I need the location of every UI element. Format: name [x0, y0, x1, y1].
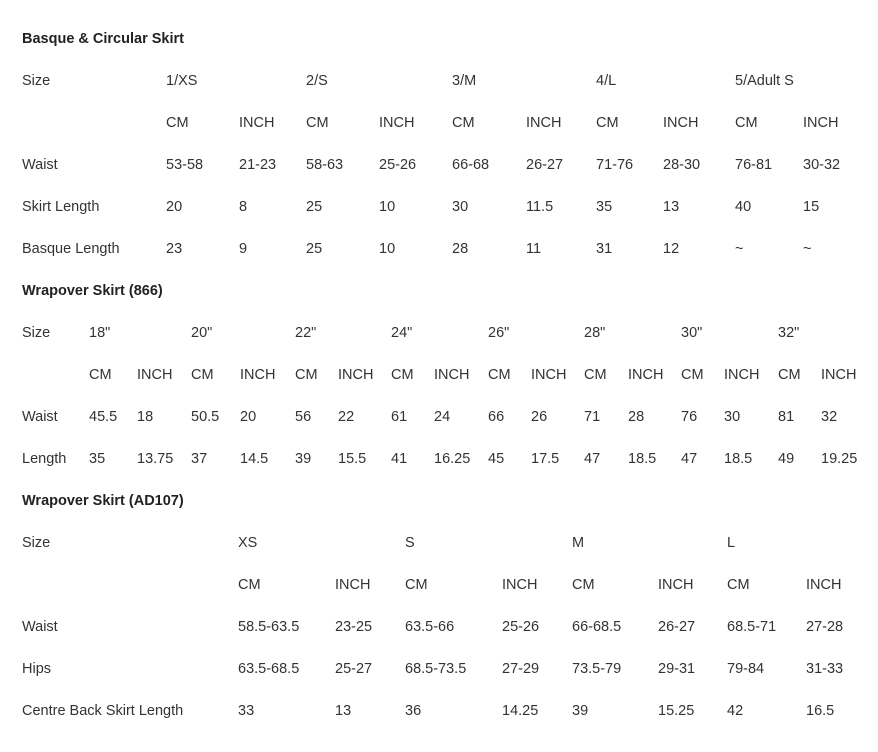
section1-cell: 11: [526, 241, 542, 257]
section1-cell: 26-27: [526, 157, 564, 173]
section2-cell: 49: [778, 451, 795, 467]
section1-unit-header: INCH: [379, 115, 415, 131]
section1-unit-header: INCH: [803, 115, 839, 131]
section3-cell: 25-26: [502, 619, 540, 635]
section3-cell: 79-84: [727, 661, 765, 677]
section2-cell: 17.5: [531, 451, 560, 467]
section3-cell: 13: [335, 703, 352, 719]
section2-cell: 18: [137, 409, 154, 425]
section2-cell: 81: [778, 409, 795, 425]
section1-cell: 35: [596, 199, 613, 215]
section2-cell: 24: [434, 409, 451, 425]
section3-row-label: Hips: [22, 661, 52, 677]
section3-cell: 26-27: [658, 619, 696, 635]
section1-cell: 10: [379, 199, 396, 215]
section1-cell: 40: [735, 199, 752, 215]
section2-cell: 22: [338, 409, 355, 425]
section2-size-header: 30": [681, 325, 703, 341]
section1-cell: 25: [306, 241, 323, 257]
section1-unit-header: CM: [166, 115, 189, 131]
section1-size-header: 1/XS: [166, 73, 198, 89]
section1-unit-header: CM: [452, 115, 475, 131]
section2-cell: 47: [584, 451, 601, 467]
section2-size-header: 28": [584, 325, 606, 341]
section1-cell: 12: [663, 241, 680, 257]
section2-unit-header: INCH: [821, 367, 857, 383]
section3-cell: 14.25: [502, 703, 539, 719]
section3-title: Wrapover Skirt (AD107): [22, 493, 184, 509]
section1-cell: 23: [166, 241, 183, 257]
section2-cell: 41: [391, 451, 408, 467]
section1-unit-header: CM: [306, 115, 329, 131]
section1-cell: 9: [239, 241, 248, 257]
section1-cell: ~: [735, 241, 744, 257]
section2-cell: 66: [488, 409, 505, 425]
section1-cell: 30-32: [803, 157, 841, 173]
section3-unit-header: CM: [727, 577, 750, 593]
section3-cell: 23-25: [335, 619, 373, 635]
section3-size-header: L: [727, 535, 736, 551]
section2-cell: 56: [295, 409, 312, 425]
section2-cell: 50.5: [191, 409, 220, 425]
section1-row-label: Waist: [22, 157, 58, 173]
section1-cell: 15: [803, 199, 820, 215]
section3-cell: 31-33: [806, 661, 844, 677]
section3-cell: 66-68.5: [572, 619, 622, 635]
section2-cell: 45: [488, 451, 505, 467]
section1-cell: 71-76: [596, 157, 634, 173]
section3-unit-header: INCH: [658, 577, 694, 593]
section2-size-header: 18": [89, 325, 111, 341]
section3-size-label: Size: [22, 535, 51, 551]
section1-unit-header: INCH: [239, 115, 275, 131]
section2-size-header: 24": [391, 325, 413, 341]
section3-cell: 29-31: [658, 661, 696, 677]
section2-cell: 16.25: [434, 451, 471, 467]
section2-cell: 15.5: [338, 451, 367, 467]
section2-unit-header: CM: [89, 367, 112, 383]
section2-unit-header: CM: [681, 367, 704, 383]
section3-cell: 68.5-73.5: [405, 661, 467, 677]
section2-size-header: 32": [778, 325, 800, 341]
section2-cell: 20: [240, 409, 257, 425]
section1-unit-header: INCH: [526, 115, 562, 131]
section1-row-label: Skirt Length: [22, 199, 100, 215]
section2-unit-header: INCH: [628, 367, 664, 383]
section1-unit-header: INCH: [663, 115, 699, 131]
section1-cell: 10: [379, 241, 396, 257]
section3-unit-header: CM: [238, 577, 261, 593]
section2-cell: 45.5: [89, 409, 118, 425]
section2-unit-header: INCH: [724, 367, 760, 383]
section2-unit-header: CM: [584, 367, 607, 383]
section3-size-header: M: [572, 535, 585, 551]
section2-unit-header: CM: [488, 367, 511, 383]
section1-size-header: 3/M: [452, 73, 477, 89]
section1-cell: 28-30: [663, 157, 701, 173]
section2-row-label: Waist: [22, 409, 58, 425]
section2-size-header: 20": [191, 325, 213, 341]
section1-size-header: 4/L: [596, 73, 617, 89]
section3-unit-header: CM: [405, 577, 428, 593]
section2-cell: 61: [391, 409, 408, 425]
section1-cell: 31: [596, 241, 613, 257]
section2-cell: 32: [821, 409, 838, 425]
section3-row-label: Waist: [22, 619, 58, 635]
section3-cell: 39: [572, 703, 589, 719]
section2-unit-header: INCH: [137, 367, 173, 383]
section2-cell: 18.5: [724, 451, 753, 467]
section1-cell: 53-58: [166, 157, 204, 173]
section2-cell: 13.75: [137, 451, 174, 467]
section2-size-label: Size: [22, 325, 51, 341]
section2-row-label: Length: [22, 451, 67, 467]
section2-cell: 14.5: [240, 451, 269, 467]
section2-cell: 28: [628, 409, 645, 425]
section3-unit-header: INCH: [806, 577, 842, 593]
section3-cell: 27-28: [806, 619, 844, 635]
section1-unit-header: CM: [735, 115, 758, 131]
section1-title: Basque & Circular Skirt: [22, 31, 184, 47]
section1-cell: 30: [452, 199, 469, 215]
section3-cell: 15.25: [658, 703, 695, 719]
section3-unit-header: INCH: [502, 577, 538, 593]
section3-cell: 27-29: [502, 661, 540, 677]
section1-size-header: 5/Adult S: [735, 73, 794, 89]
section3-size-header: S: [405, 535, 415, 551]
section3-row-label: Centre Back Skirt Length: [22, 703, 184, 719]
section1-cell: 8: [239, 199, 248, 215]
section2-unit-header: INCH: [338, 367, 374, 383]
section3-cell: 68.5-71: [727, 619, 777, 635]
section2-unit-header: CM: [295, 367, 318, 383]
section2-cell: 19.25: [821, 451, 858, 467]
section2-unit-header: CM: [391, 367, 414, 383]
section1-cell: 25-26: [379, 157, 417, 173]
section2-cell: 30: [724, 409, 741, 425]
section1-unit-header: CM: [596, 115, 619, 131]
section2-size-header: 22": [295, 325, 317, 341]
section1-cell: 13: [663, 199, 680, 215]
section1-size-label: Size: [22, 73, 51, 89]
section2-unit-header: CM: [191, 367, 214, 383]
section2-unit-header: INCH: [240, 367, 276, 383]
section2-size-header: 26": [488, 325, 510, 341]
section2-cell: 71: [584, 409, 601, 425]
section3-cell: 25-27: [335, 661, 373, 677]
section1-size-header: 2/S: [306, 73, 328, 89]
section3-cell: 36: [405, 703, 422, 719]
section1-cell: 11.5: [526, 199, 554, 215]
section2-cell: 26: [531, 409, 548, 425]
section3-cell: 42: [727, 703, 744, 719]
section1-row-label: Basque Length: [22, 241, 120, 257]
section2-unit-header: CM: [778, 367, 801, 383]
section3-cell: 16.5: [806, 703, 835, 719]
section2-cell: 47: [681, 451, 698, 467]
section3-unit-header: INCH: [335, 577, 371, 593]
section2-cell: 37: [191, 451, 208, 467]
section3-cell: 33: [238, 703, 255, 719]
section3-unit-header: CM: [572, 577, 595, 593]
section2-unit-header: INCH: [531, 367, 567, 383]
section2-unit-header: INCH: [434, 367, 470, 383]
section1-cell: 25: [306, 199, 323, 215]
section1-cell: 21-23: [239, 157, 277, 173]
section1-cell: 66-68: [452, 157, 490, 173]
section2-title: Wrapover Skirt (866): [22, 283, 163, 299]
section1-cell: 20: [166, 199, 183, 215]
section3-cell: 63.5-68.5: [238, 661, 300, 677]
section2-cell: 39: [295, 451, 312, 467]
section1-cell: ~: [803, 241, 812, 257]
section3-cell: 73.5-79: [572, 661, 622, 677]
section3-cell: 63.5-66: [405, 619, 455, 635]
section3-size-header: XS: [238, 535, 258, 551]
section2-cell: 35: [89, 451, 106, 467]
section1-cell: 76-81: [735, 157, 773, 173]
section2-cell: 18.5: [628, 451, 657, 467]
section1-cell: 58-63: [306, 157, 344, 173]
section3-cell: 58.5-63.5: [238, 619, 300, 635]
section2-cell: 76: [681, 409, 698, 425]
section1-cell: 28: [452, 241, 469, 257]
